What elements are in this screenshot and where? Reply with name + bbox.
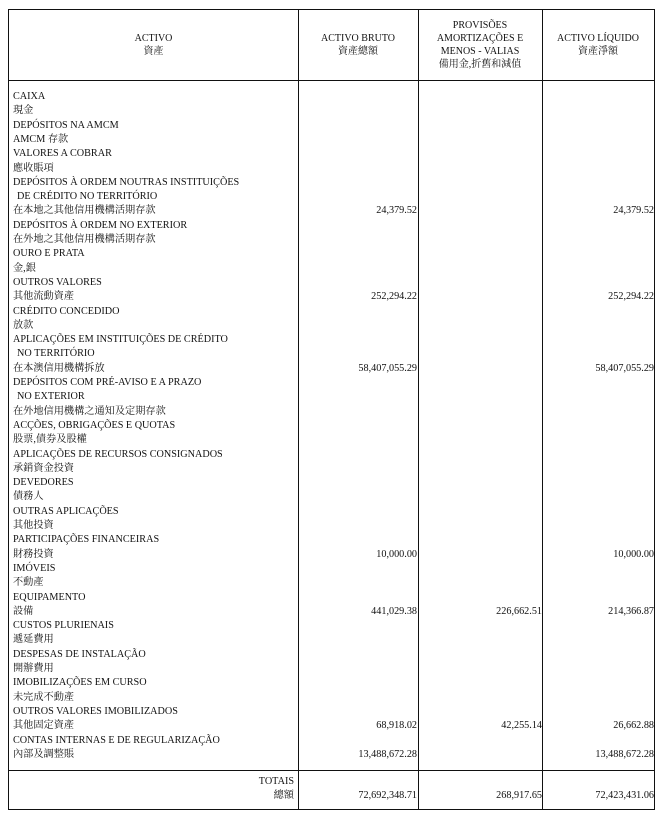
cell-activo-bruto: 13,488,672.28 bbox=[358, 748, 417, 760]
row-label: 設備 bbox=[13, 605, 34, 617]
cell-provisoes: 42,255.14 bbox=[501, 720, 542, 732]
total-provisoes: 268,917.65 bbox=[496, 790, 542, 801]
cell-activo-liquido: 214,366.87 bbox=[608, 605, 654, 617]
table-row bbox=[9, 347, 654, 361]
row-label: AMCM 存款 bbox=[13, 133, 69, 145]
row-label: 現金 bbox=[13, 105, 34, 117]
row-label: 其他流動資產 bbox=[13, 291, 75, 303]
table-row bbox=[9, 476, 654, 490]
table-row bbox=[9, 162, 654, 176]
totals-label-zh: 總額 bbox=[273, 790, 294, 801]
table-row bbox=[9, 176, 654, 190]
header-divider bbox=[9, 80, 654, 81]
table-row bbox=[9, 591, 654, 605]
table-row bbox=[9, 548, 654, 562]
row-label: PARTICIPAÇÕES FINANCEIRAS bbox=[13, 534, 160, 546]
table-row bbox=[9, 705, 654, 719]
table-row bbox=[9, 648, 654, 662]
header-provisoes bbox=[418, 10, 542, 80]
total-liquido: 72,423,431.06 bbox=[595, 790, 654, 801]
row-label: OURO E PRATA bbox=[13, 248, 85, 260]
row-label: VALORES A COBRAR bbox=[13, 148, 112, 160]
table-row bbox=[9, 247, 654, 261]
header-prov-line1: PROVISÕES bbox=[452, 20, 508, 31]
row-label: 在本地之其他信用機構活期存款 bbox=[13, 205, 156, 217]
cell-activo-liquido: 58,407,055.29 bbox=[595, 362, 654, 374]
table-row bbox=[9, 305, 654, 319]
table-row bbox=[9, 576, 654, 590]
table-row bbox=[9, 490, 654, 504]
row-label: APLICAÇÕES DE RECURSOS CONSIGNADOS bbox=[13, 448, 223, 460]
table-row bbox=[9, 119, 654, 133]
row-label: DEPÓSITOS NA AMCM bbox=[13, 119, 119, 131]
total-bruto: 72,692,348.71 bbox=[358, 790, 417, 801]
table-row bbox=[9, 619, 654, 633]
table-row bbox=[9, 190, 654, 204]
row-label: 其他投資 bbox=[13, 520, 54, 531]
table-row bbox=[9, 376, 654, 390]
row-label: DEVEDORES bbox=[13, 477, 74, 489]
header-prov-line2: AMORTIZAÇÕES E bbox=[436, 33, 524, 44]
cell-activo-bruto: 58,407,055.29 bbox=[358, 362, 417, 374]
table-row bbox=[9, 333, 654, 347]
cell-activo-liquido: 10,000.00 bbox=[613, 548, 654, 560]
table-row bbox=[9, 676, 654, 690]
table-row bbox=[9, 691, 654, 705]
row-label: 遞延費用 bbox=[13, 634, 54, 646]
table-row bbox=[9, 276, 654, 290]
balance-sheet-table bbox=[8, 9, 655, 810]
row-label: 財務投資 bbox=[13, 548, 54, 560]
header-activo-liquido bbox=[542, 10, 654, 80]
row-label: IMÓVEIS bbox=[13, 562, 56, 574]
table-row bbox=[9, 233, 654, 247]
row-label: 金,銀 bbox=[13, 262, 36, 274]
table-row bbox=[9, 633, 654, 647]
cell-activo-liquido: 252,294.22 bbox=[608, 291, 654, 303]
table-row bbox=[9, 605, 654, 619]
table-row bbox=[9, 719, 654, 733]
row-label: DESPESAS DE INSTALAÇÃO bbox=[13, 648, 146, 660]
table-row bbox=[9, 319, 654, 333]
table-row bbox=[9, 405, 654, 419]
header-liquido-zh: 資產淨額 bbox=[578, 46, 618, 57]
table-row bbox=[9, 390, 654, 404]
row-label: NO TERRITÓRIO bbox=[17, 348, 95, 360]
row-label: APLICAÇÕES EM INSTITUIÇÕES DE CRÉDITO bbox=[13, 334, 228, 346]
header-bruto-zh: 資產總額 bbox=[338, 46, 378, 57]
table-row bbox=[9, 219, 654, 233]
header-bruto-pt: ACTIVO BRUTO bbox=[321, 33, 395, 44]
table-row bbox=[9, 362, 654, 376]
header-activo-zh: 資產 bbox=[143, 46, 164, 57]
totals-row bbox=[9, 771, 654, 811]
table-row bbox=[9, 433, 654, 447]
table-row bbox=[9, 519, 654, 533]
cell-provisoes: 226,662.51 bbox=[496, 605, 542, 617]
table-row bbox=[9, 505, 654, 519]
row-label: NO EXTERIOR bbox=[17, 391, 85, 403]
table-row bbox=[9, 662, 654, 676]
row-label: DEPÓSITOS COM PRÉ-AVISO E A PRAZO bbox=[13, 377, 202, 388]
table-row bbox=[9, 204, 654, 218]
table-row bbox=[9, 448, 654, 462]
row-label: 在外地信用機構之通知及定期存款 bbox=[13, 405, 166, 417]
table-row bbox=[9, 133, 654, 147]
row-label: 放款 bbox=[13, 319, 34, 331]
table-row bbox=[9, 562, 654, 576]
header-activo-bruto bbox=[298, 10, 418, 80]
row-label: CAIXA bbox=[13, 91, 46, 102]
row-label: OUTROS VALORES IMOBILIZADOS bbox=[13, 705, 178, 717]
table-row bbox=[9, 419, 654, 433]
row-label: 在本澳信用機構拆放 bbox=[13, 362, 105, 374]
cell-activo-bruto: 68,918.02 bbox=[376, 720, 417, 732]
cell-activo-liquido: 24,379.52 bbox=[613, 205, 654, 217]
totals-label-pt: TOTAIS bbox=[258, 776, 294, 787]
row-label: OUTROS VALORES bbox=[13, 276, 102, 288]
table-row bbox=[9, 147, 654, 161]
table-row bbox=[9, 462, 654, 476]
table-row bbox=[9, 533, 654, 547]
table-row bbox=[9, 90, 654, 104]
row-label: IMOBILIZAÇÕES EM CURSO bbox=[13, 677, 147, 689]
header-prov-zh: 備用金,折舊和減值 bbox=[438, 59, 522, 70]
row-label: 內部及調整賬 bbox=[13, 748, 75, 760]
row-label: DEPÓSITOS À ORDEM NO EXTERIOR bbox=[13, 219, 188, 231]
table-row bbox=[9, 734, 654, 748]
row-label: DEPÓSITOS À ORDEM NOUTRAS INSTITUIÇÕES bbox=[13, 176, 240, 188]
cell-activo-bruto: 252,294.22 bbox=[371, 291, 417, 303]
cell-activo-bruto: 10,000.00 bbox=[376, 548, 417, 560]
row-label: 債務人 bbox=[13, 491, 44, 503]
row-label: 股票,債券及股權 bbox=[13, 434, 87, 446]
header-activo bbox=[9, 10, 298, 80]
row-label: OUTRAS APLICAÇÕES bbox=[13, 505, 119, 517]
header-liquido-pt: ACTIVO LÍQUIDO bbox=[557, 33, 639, 44]
table-row bbox=[9, 104, 654, 118]
row-label: ACÇÕES, OBRIGAÇÕES E QUOTAS bbox=[13, 419, 176, 431]
row-label: 在外地之其他信用機構活期存款 bbox=[13, 234, 156, 245]
table-row bbox=[9, 262, 654, 276]
row-label: CUSTOS PLURIENAIS bbox=[13, 620, 114, 632]
row-label: 承銷資金投資 bbox=[13, 462, 75, 474]
row-label: 其他固定資產 bbox=[13, 720, 75, 732]
cell-activo-bruto: 441,029.38 bbox=[371, 605, 417, 617]
row-label: 不動產 bbox=[13, 577, 44, 589]
row-label: CRÉDITO CONCEDIDO bbox=[13, 305, 120, 317]
row-label: EQUIPAMENTO bbox=[13, 591, 86, 603]
table-row bbox=[9, 748, 654, 762]
row-label: 開辦費用 bbox=[13, 663, 54, 674]
cell-activo-liquido: 13,488,672.28 bbox=[595, 748, 654, 760]
row-label: 未完成不動產 bbox=[13, 691, 75, 703]
cell-activo-bruto: 24,379.52 bbox=[376, 205, 417, 217]
row-label: CONTAS INTERNAS E DE REGULARIZAÇÃO bbox=[13, 734, 220, 746]
cell-activo-liquido: 26,662.88 bbox=[613, 720, 654, 732]
row-label: 應收賬項 bbox=[13, 162, 54, 174]
header-prov-line3: MENOS - VALIAS bbox=[440, 46, 520, 57]
row-label: DE CRÉDITO NO TERRITÓRIO bbox=[17, 191, 158, 203]
table-row bbox=[9, 290, 654, 304]
header-activo-pt: ACTIVO bbox=[134, 33, 173, 44]
